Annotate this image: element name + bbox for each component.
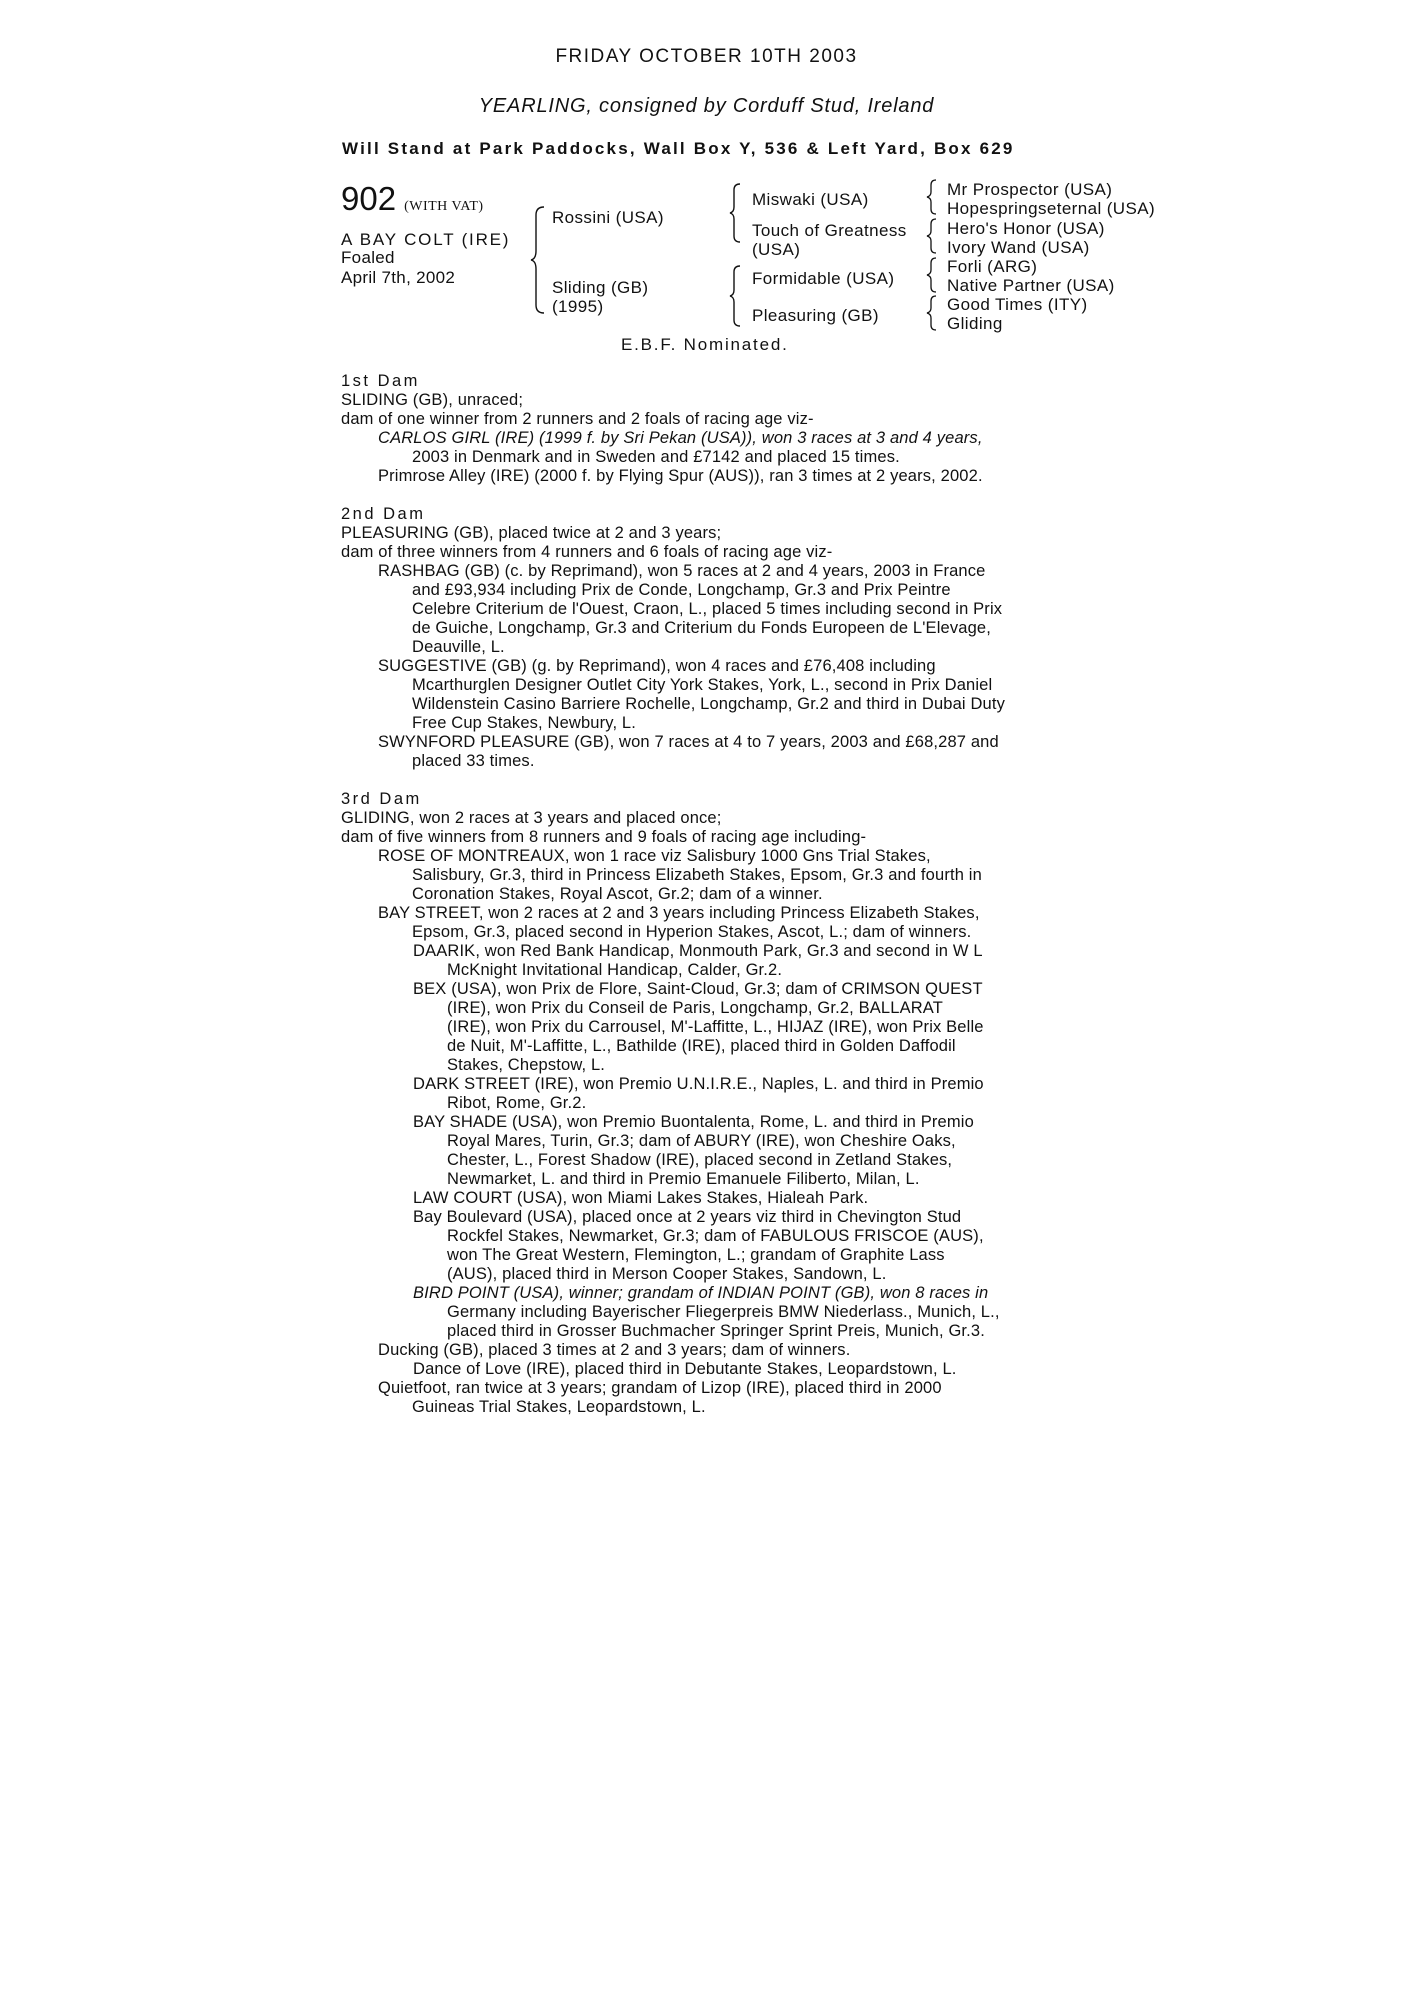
- first-dam-line: 2003 in Denmark and in Sweden and £7142 and placed 15 times.: [412, 448, 900, 466]
- second-dam-line: SWYNFORD PLEASURE (GB), won 7 races at 4 to 7 years, 2003 and £68,287 and: [378, 733, 999, 751]
- lot-number-block: [341, 180, 484, 218]
- pedigree-brace-4: [925, 294, 943, 332]
- consignment-line: YEARLING, consigned by Corduff Stud, Ireland: [478, 95, 935, 117]
- third-dam-line: Ducking (GB), placed 3 times at 2 and 3 years; dam of winners.: [378, 1341, 851, 1359]
- second-dam-line: PLEASURING (GB), placed twice at 2 and 3 years;: [341, 524, 722, 542]
- second-dam-line: and £93,934 including Prix de Conde, Longchamp, Gr.3 and Prix Peintre: [412, 581, 951, 599]
- third-dam-line: ROSE OF MONTREAUX, won 1 race viz Salisbury 1000 Gns Trial Stakes,: [378, 847, 931, 865]
- second-dam-line: Mcarthurglen Designer Outlet City York Stakes, York, L., second in Prix Daniel: [412, 676, 993, 694]
- pedigree-ggs-1: Mr Prospector (USA): [947, 180, 1113, 199]
- third-dam-line: Epsom, Gr.3, placed second in Hyperion Stakes, Ascot, L.; dam of winners.: [412, 923, 972, 941]
- pedigree-brace-3: [925, 256, 943, 294]
- pedigree-brace-2: [925, 217, 943, 255]
- third-dam-line: won The Great Western, Flemington, L.; grandam of Graphite Lass: [447, 1246, 945, 1264]
- pedigree-brace-1: [925, 178, 943, 216]
- horse-name: A BAY COLT (IRE): [341, 230, 511, 249]
- first-dam-line: Primrose Alley (IRE) (2000 f. by Flying Spur (AUS)), ran 3 times at 2 years, 2002.: [378, 467, 983, 485]
- third-dam-line: Newmarket, L. and third in Premio Emanuele Filiberto, Milan, L.: [447, 1170, 920, 1188]
- pedigree-grandsire-1: Miswaki (USA): [752, 190, 869, 209]
- stand-location: Will Stand at Park Paddocks, Wall Box Y, 536 & Left Yard, Box 629: [342, 139, 1015, 158]
- catalogue-text: [341, 372, 1081, 1417]
- second-dam-line: Wildenstein Casino Barriere Rochelle, Longchamp, Gr.2 and third in Dubai Duty: [412, 695, 1006, 713]
- third-dam-line: LAW COURT (USA), won Miami Lakes Stakes, Hialeah Park.: [413, 1189, 869, 1207]
- third-dam-line: Salisbury, Gr.3, third in Princess Elizabeth Stakes, Epsom, Gr.3 and fourth in: [412, 866, 982, 884]
- third-dam-line: Dance of Love (IRE), placed third in Debutante Stakes, Leopardstown, L.: [413, 1360, 957, 1378]
- third-dam-heading: 3rd Dam: [341, 790, 422, 808]
- third-dam-line: Guineas Trial Stakes, Leopardstown, L.: [412, 1398, 706, 1416]
- pedigree-brace-sire: [728, 182, 748, 244]
- third-dam-line: (AUS), placed third in Merson Cooper Stakes, Sandown, L.: [447, 1265, 887, 1283]
- pedigree-grandsire-4: Pleasuring (GB): [752, 306, 879, 325]
- third-dam-line: Ribot, Rome, Gr.2.: [447, 1094, 587, 1112]
- third-dam-line: Royal Mares, Turin, Gr.3; dam of ABURY (IRE), won Cheshire Oaks,: [447, 1132, 956, 1150]
- third-dam-line: BIRD POINT (USA), winner; grandam of INDIAN POINT (GB), won 8 races in: [413, 1284, 989, 1302]
- pedigree-ggs-3: Hero's Honor (USA): [947, 219, 1105, 238]
- second-dam-line: Deauville, L.: [412, 638, 505, 656]
- pedigree-sire: Rossini (USA): [552, 208, 664, 227]
- pedigree-ggs-6: Native Partner (USA): [947, 276, 1115, 295]
- pedigree-brace-dam: [728, 264, 748, 328]
- first-dam-line: dam of one winner from 2 runners and 2 foals of racing age viz-: [341, 410, 814, 428]
- third-dam-line: placed third in Grosser Buchmacher Springer Sprint Preis, Munich, Gr.3.: [447, 1322, 985, 1340]
- pedigree-grandsire-2b: (USA): [752, 240, 801, 259]
- third-dam-line: Stakes, Chepstow, L.: [447, 1056, 606, 1074]
- first-dam-line: SLIDING (GB), unraced;: [341, 391, 524, 409]
- third-dam-line: DAARIK, won Red Bank Handicap, Monmouth Park, Gr.3 and second in W L: [413, 942, 983, 960]
- pedigree-ggs-2: Hopespringseternal (USA): [947, 199, 1156, 218]
- third-dam-line: GLIDING, won 2 races at 3 years and placed once;: [341, 809, 722, 827]
- pedigree-grandsire-2a: Touch of Greatness: [752, 221, 907, 240]
- third-dam-line: Quietfoot, ran twice at 3 years; grandam of Lizop (IRE), placed third in 2000: [378, 1379, 942, 1397]
- lot-number: 902: [341, 180, 397, 217]
- pedigree-ggs-8: Gliding: [947, 314, 1003, 333]
- pedigree-ggs-4: Ivory Wand (USA): [947, 238, 1090, 257]
- third-dam-line: de Nuit, M'-Laffitte, L., Bathilde (IRE), placed third in Golden Daffodil: [447, 1037, 956, 1055]
- third-dam-line: Rockfel Stakes, Newmarket, Gr.3; dam of FABULOUS FRISCOE (AUS),: [447, 1227, 984, 1245]
- pedigree-dam-line1: Sliding (GB): [552, 278, 649, 297]
- third-dam-line: Bay Boulevard (USA), placed once at 2 years viz third in Chevington Stud: [413, 1208, 962, 1226]
- second-dam-line: dam of three winners from 4 runners and 6 foals of racing age viz-: [341, 543, 833, 561]
- third-dam-line: BEX (USA), won Prix de Flore, Saint-Cloud, Gr.3; dam of CRIMSON QUEST: [413, 980, 983, 998]
- second-dam-heading: 2nd Dam: [341, 505, 426, 523]
- sale-date: FRIDAY OCTOBER 10TH 2003: [555, 46, 858, 67]
- third-dam-line: (IRE), won Prix du Conseil de Paris, Longchamp, Gr.2, BALLARAT: [447, 999, 943, 1017]
- first-dam-line: CARLOS GIRL (IRE) (1999 f. by Sri Pekan (USA)), won 3 races at 3 and 4 years,: [378, 429, 983, 447]
- second-dam-line: placed 33 times.: [412, 752, 535, 770]
- third-dam-line: Chester, L., Forest Shadow (IRE), placed second in Zetland Stakes,: [447, 1151, 953, 1169]
- ebf-nomination: E.B.F. Nominated.: [621, 335, 789, 354]
- pedigree-ggs-7: Good Times (ITY): [947, 295, 1088, 314]
- foaled-date: April 7th, 2002: [341, 268, 456, 287]
- third-dam-line: BAY STREET, won 2 races at 2 and 3 years including Princess Elizabeth Stakes,: [378, 904, 980, 922]
- third-dam-line: Germany including Bayerischer Fliegerpreis BMW Niederlass., Munich, L.,: [447, 1303, 1000, 1321]
- second-dam-line: de Guiche, Longchamp, Gr.3 and Criterium du Fonds Europeen de L'Elevage,: [412, 619, 991, 637]
- third-dam-line: McKnight Invitational Handicap, Calder, Gr.2.: [447, 961, 783, 979]
- pedigree-ggs-5: Forli (ARG): [947, 257, 1038, 276]
- second-dam-line: RASHBAG (GB) (c. by Reprimand), won 5 races at 2 and 4 years, 2003 in France: [378, 562, 986, 580]
- pedigree-grandsire-3: Formidable (USA): [752, 269, 895, 288]
- foaled-label: Foaled: [341, 248, 395, 267]
- vat-note: (WITH VAT): [404, 199, 484, 214]
- third-dam-line: dam of five winners from 8 runners and 9 foals of racing age including-: [341, 828, 867, 846]
- second-dam-line: SUGGESTIVE (GB) (g. by Reprimand), won 4 races and £76,408 including: [378, 657, 936, 675]
- third-dam-line: BAY SHADE (USA), won Premio Buontalenta, Rome, L. and third in Premio: [413, 1113, 974, 1131]
- pedigree-dam-line2: (1995): [552, 297, 604, 316]
- third-dam-line: DARK STREET (IRE), won Premio U.N.I.R.E., Naples, L. and third in Premio: [413, 1075, 984, 1093]
- third-dam-line: Coronation Stakes, Royal Ascot, Gr.2; dam of a winner.: [412, 885, 823, 903]
- second-dam-line: Free Cup Stakes, Newbury, L.: [412, 714, 636, 732]
- second-dam-line: Celebre Criterium de l'Ouest, Craon, L., placed 5 times including second in Prix: [412, 600, 1003, 618]
- first-dam-heading: 1st Dam: [341, 372, 420, 390]
- third-dam-line: (IRE), won Prix du Carrousel, M'-Laffitte, L., HIJAZ (IRE), won Prix Belle: [447, 1018, 984, 1036]
